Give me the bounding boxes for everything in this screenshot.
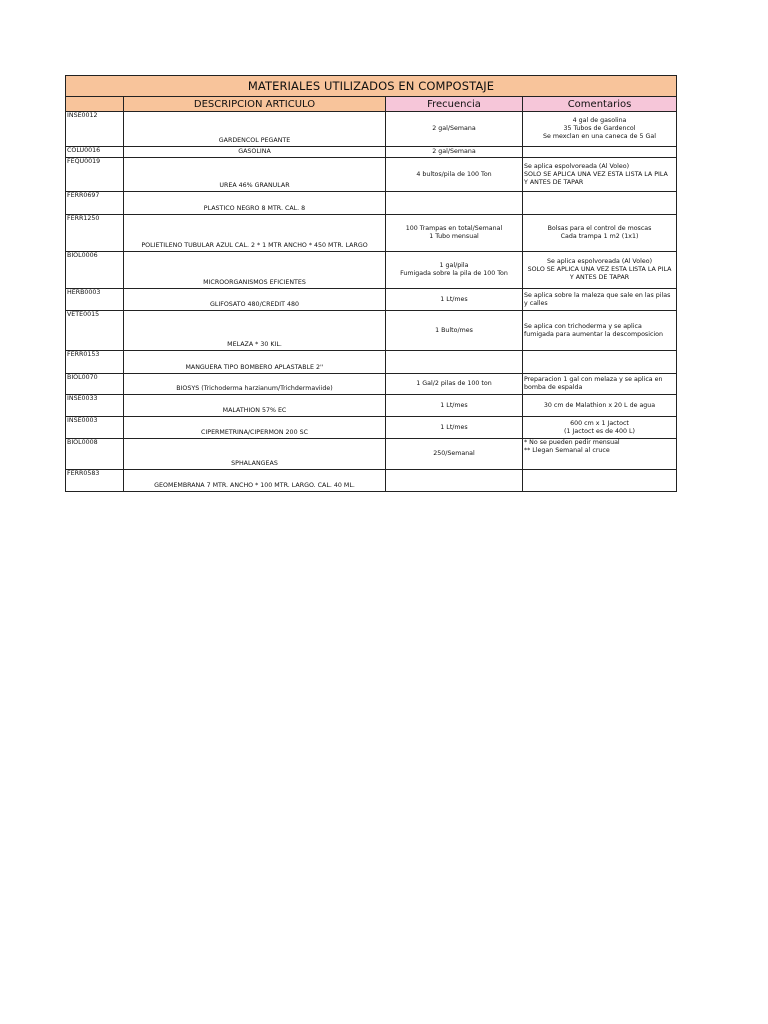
item-code: FERR0153	[66, 351, 124, 374]
item-comentarios	[523, 147, 677, 158]
item-comentarios	[523, 374, 677, 395]
comentario-line: ** Llegan Semanal al cruce	[524, 447, 610, 454]
item-code: BIOL0006	[66, 252, 124, 289]
frecuencia-line: 1 Lt/mes	[440, 401, 468, 409]
comentario-line: Bolsas para el control de moscas	[547, 225, 652, 232]
item-frecuencia	[386, 147, 523, 158]
item-comentarios	[523, 252, 677, 289]
item-comentarios	[523, 215, 677, 252]
frecuencia-line: 1 gal/pila	[439, 262, 469, 269]
item-comentarios	[523, 395, 677, 417]
frecuencia-line: 2 gal/Semana	[432, 125, 476, 132]
item-description: PLASTICO NEGRO 8 MTR. CAL. 8	[124, 192, 386, 215]
header-comentarios: Comentarios	[523, 97, 677, 112]
item-frecuencia	[386, 252, 523, 289]
item-comentarios	[523, 311, 677, 351]
table-row	[66, 252, 677, 289]
table-row	[66, 374, 677, 395]
item-code: INSE0003	[66, 417, 124, 439]
frecuencia-line: 1 Gal/2 pilas de 100 ton	[416, 380, 492, 387]
comentario-line: Se mexclan en una caneca de 5 Gal	[542, 133, 657, 140]
table-row	[66, 351, 677, 374]
title-row	[66, 76, 677, 97]
sheet-title: MATERIALES UTILIZADOS EN COMPOSTAJE	[66, 76, 677, 97]
item-code: INSE0012	[66, 112, 124, 147]
item-comentarios	[523, 417, 677, 439]
item-comentarios	[523, 158, 677, 192]
comentario-line: 600 cm x 1 Jactoct	[570, 419, 629, 427]
item-description: MICROORGANISMOS EFICIENTES	[124, 252, 386, 289]
comentario-line: Cada trampa 1 m2 (1x1)	[560, 233, 639, 240]
comentario-line: y calles	[524, 299, 548, 307]
table-row	[66, 147, 677, 158]
item-frecuencia	[386, 395, 523, 417]
item-frecuencia	[386, 470, 523, 492]
item-code: FERR1250	[66, 215, 124, 252]
frecuencia-line: 2 gal/Semana	[432, 148, 476, 155]
item-frecuencia	[386, 289, 523, 311]
item-description: UREA 46% GRANULAR	[124, 158, 386, 192]
header-code-cell	[66, 97, 124, 112]
item-description: SPHALANGEAS	[124, 439, 386, 470]
item-description: BIOSYS (Trichoderma harzianum/Trichdermaviide)	[124, 374, 386, 395]
frecuencia-line: 250/Semanal	[433, 450, 475, 457]
comentario-line: Se aplica espolvoreada (Al Voleo)	[524, 162, 630, 170]
header-row	[66, 97, 677, 112]
frecuencia-line: 4 bultos/pila de 100 Ton	[416, 170, 492, 178]
table-row	[66, 417, 677, 439]
frecuencia-line: Fumigada sobre la pila de 100 Ton	[400, 270, 508, 277]
table-row	[66, 311, 677, 351]
item-code: HERB0003	[66, 289, 124, 311]
materials-table	[65, 75, 677, 492]
item-code: FEQU0019	[66, 158, 124, 192]
table-row	[66, 395, 677, 417]
comentario-line: 35 Tubos de Gardencol	[563, 125, 636, 132]
table-row	[66, 470, 677, 492]
item-comentarios	[523, 289, 677, 311]
item-description: MELAZA * 30 KIL.	[124, 311, 386, 351]
item-code: FERR0697	[66, 192, 124, 215]
header-frecuencia: Frecuencia	[386, 97, 523, 112]
comentario-line: Se aplica sobre la maleza que sale en las pilas	[524, 291, 671, 299]
comentario-line: (1 Jactoct es de 400 L)	[564, 427, 635, 435]
item-description: POLIETILENO TUBULAR AZUL CAL. 2 * 1 MTR ANCHO * 450 MTR. LARGO	[124, 215, 386, 252]
item-code: BIOL0008	[66, 439, 124, 470]
item-description: GASOLINA	[124, 147, 386, 158]
item-frecuencia	[386, 158, 523, 192]
comentario-line: Preparacion 1 gal con melaza y se aplica en	[524, 376, 663, 383]
item-description: CIPERMETRINA/CIPERMON 200 SC	[124, 417, 386, 439]
item-code: INSE0033	[66, 395, 124, 417]
frecuencia-line: 1 Lt/mes	[440, 295, 468, 303]
comentario-line: * No se pueden pedir mensual	[524, 439, 620, 446]
comentario-line: SOLO SE APLICA UNA VEZ ESTA LISTA LA PILA	[524, 170, 668, 178]
item-frecuencia	[386, 417, 523, 439]
item-code: BIOL0070	[66, 374, 124, 395]
comentario-line: 30 cm de Malathion x 20 L de agua	[543, 401, 656, 409]
header-descripcion: DESCRIPCION ARTICULO	[124, 97, 386, 112]
item-comentarios	[523, 439, 677, 470]
item-comentarios	[523, 112, 677, 147]
comentario-line: bomba de espalda	[524, 384, 583, 391]
comentario-line: 4 gal de gasolina	[572, 117, 627, 124]
frecuencia-line: 1 Tubo mensual	[429, 233, 479, 240]
item-description: MALATHION 57% EC	[124, 395, 386, 417]
comentario-line: Se aplica con trichoderma y se aplica	[524, 322, 642, 330]
table-row	[66, 112, 677, 147]
table-row	[66, 192, 677, 215]
item-code: VETE0015	[66, 311, 124, 351]
item-description: GEOMEMBRANA 7 MTR. ANCHO * 100 MTR. LARGO. CAL. 40 ML.	[124, 470, 386, 492]
item-frecuencia	[386, 351, 523, 374]
item-frecuencia	[386, 215, 523, 252]
comentario-line: Se aplica espolvoreada (Al Voleo)	[546, 258, 653, 265]
table-row	[66, 289, 677, 311]
comentario-line: fumigada para aumentar la descomposicion	[524, 330, 664, 338]
item-frecuencia	[386, 311, 523, 351]
item-frecuencia	[386, 192, 523, 215]
item-description: GARDENCOL PEGANTE	[124, 112, 386, 147]
table-row	[66, 215, 677, 252]
item-code: COLU0016	[66, 147, 124, 158]
item-frecuencia	[386, 374, 523, 395]
comentario-line: SOLO SE APLICA UNA VEZ ESTA LISTA LA PILA	[527, 266, 672, 273]
item-code: FERR0583	[66, 470, 124, 492]
comentario-line: Y ANTES DE TAPAR	[569, 274, 630, 281]
item-description: MANGUERA TIPO BOMBERO APLASTABLE 2''	[124, 351, 386, 374]
table-row	[66, 158, 677, 192]
table-row	[66, 439, 677, 470]
frecuencia-line: 100 Trampas en total/Semanal	[405, 225, 503, 232]
item-comentarios	[523, 351, 677, 374]
frecuencia-line: 1 Lt/mes	[440, 423, 468, 431]
item-frecuencia	[386, 112, 523, 147]
item-comentarios	[523, 470, 677, 492]
comentario-line: Y ANTES DE TAPAR	[524, 178, 584, 186]
item-description: GLIFOSATO 480/CREDIT 480	[124, 289, 386, 311]
item-frecuencia	[386, 439, 523, 470]
frecuencia-line: 1 Bulto/mes	[435, 326, 473, 334]
item-comentarios	[523, 192, 677, 215]
